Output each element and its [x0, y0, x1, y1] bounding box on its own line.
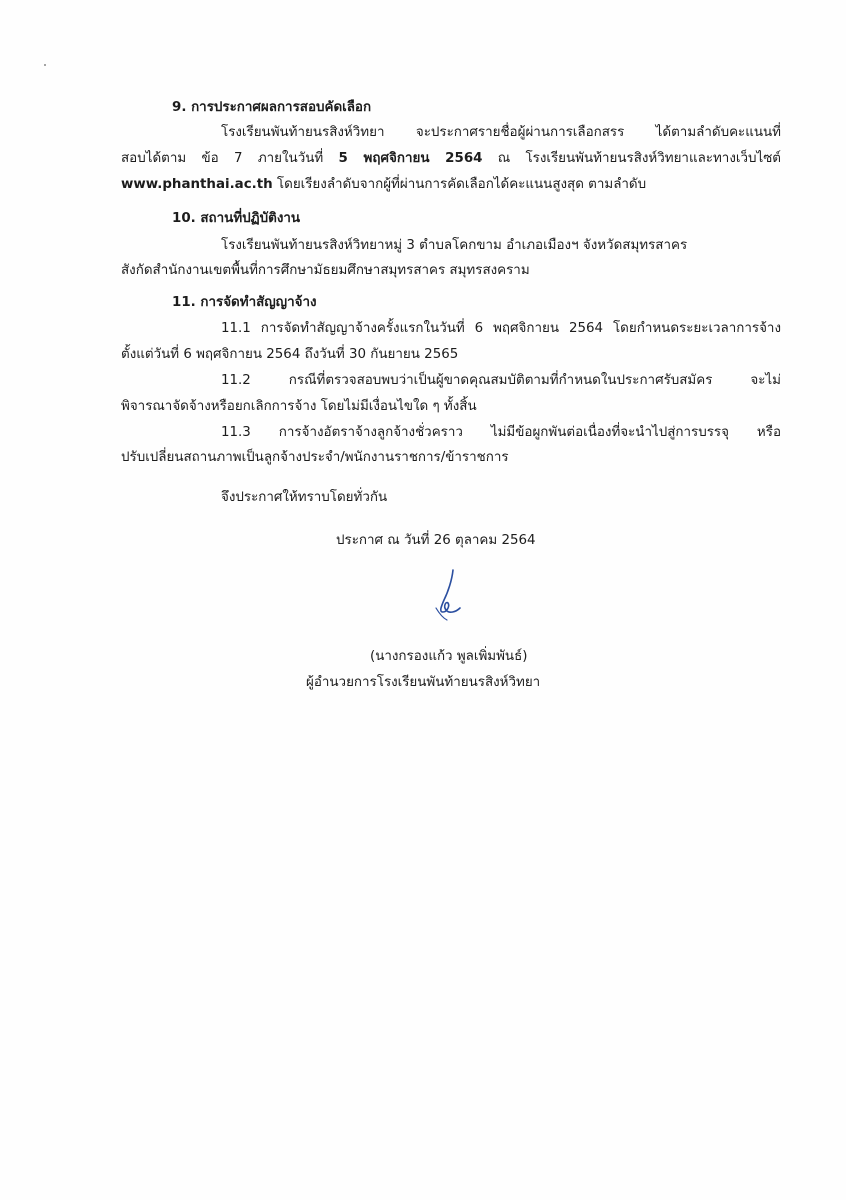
announce-date: ประกาศ ณ วันที่ 26 ตุลาคม 2564 — [336, 533, 536, 548]
section-11-item-1-line-1: 11.1 การจัดทำสัญญาจ้างครั้งแรกในวันที่ 6 พฤศจิกายน 2564 โดยกำหนดระยะเวลาการจ้าง — [221, 321, 781, 336]
section-9-line-2 — [121, 148, 781, 170]
signature-image — [426, 566, 466, 622]
section-10-heading: 10. สถานที่ปฏิบัติงาน — [172, 211, 301, 226]
closing-text: จึงประกาศให้ทราบโดยทั่วกัน — [221, 490, 388, 505]
section-11-heading: 11. การจัดทำสัญญาจ้าง — [172, 295, 317, 310]
signer-position: ผู้อำนวยการโรงเรียนพันท้ายนรสิงห์วิทยา — [306, 675, 541, 690]
scan-speck — [44, 64, 46, 66]
section-11-item-2-line-1: 11.2 กรณีที่ตรวจสอบพบว่าเป็นผู้ขาดคุณสมบัติตามที่กำหนดในประกาศรับสมัคร จะไม่ — [221, 373, 781, 388]
section-9-line-3 — [121, 174, 646, 196]
result-date: 5 พฤศจิกายน 2564 — [338, 151, 483, 166]
section-11-item-1-line-2: ตั้งแต่วันที่ 6 พฤศจิกายน 2564 ถึงวันที่ 30 กันยายน 2565 — [121, 347, 459, 362]
section-9-line-2-pre: สอบได้ตาม ข้อ 7 ภายในวันที่ — [121, 151, 339, 166]
signer-name: (นางกรองแก้ว พูลเพิ่มพันธ์) — [370, 649, 528, 664]
section-9-heading: 9. การประกาศผลการสอบคัดเลือก — [172, 100, 372, 115]
section-11-item-3-line-2: ปรับเปลี่ยนสถานภาพเป็นลูกจ้างประจำ/พนักงานราชการ/ข้าราชการ — [121, 450, 509, 465]
section-10-line-2: สังกัดสำนักงานเขตพื้นที่การศึกษามัธยมศึกษาสมุทรสาคร สมุทรสงคราม — [121, 263, 530, 278]
section-9-line-2-post: ณ โรงเรียนพันท้ายนรสิงห์วิทยาและทางเว็บไซต์ — [482, 151, 781, 166]
section-11-item-2-line-2: พิจารณาจัดจ้างหรือยกเลิกการจ้าง โดยไม่มีเงื่อนไขใด ๆ ทั้งสิ้น — [121, 399, 477, 414]
section-10-line-1: โรงเรียนพันท้ายนรสิงห์วิทยาหมู่ 3 ตำบลโคกขาม อำเภอเมืองฯ จังหวัดสมุทรสาคร — [221, 238, 688, 253]
section-9-line-1: โรงเรียนพันท้ายนรสิงห์วิทยา จะประกาศรายชื่อผู้ผ่านการเลือกสรร ได้ตามลำดับคะแนนที่ — [221, 125, 781, 140]
section-11-item-3-line-1: 11.3 การจ้างอัตราจ้างลูกจ้างชั่วคราว ไม่มีข้อผูกพันต่อเนื่องที่จะนำไปสู่การบรรจุ หรือ — [221, 425, 781, 440]
section-9-line-3-post: โดยเรียงลำดับจากผู้ที่ผ่านการคัดเลือกได้คะแนนสูงสุด ตามลำดับ — [272, 177, 647, 192]
website-url: www.phanthai.ac.th — [121, 177, 273, 192]
